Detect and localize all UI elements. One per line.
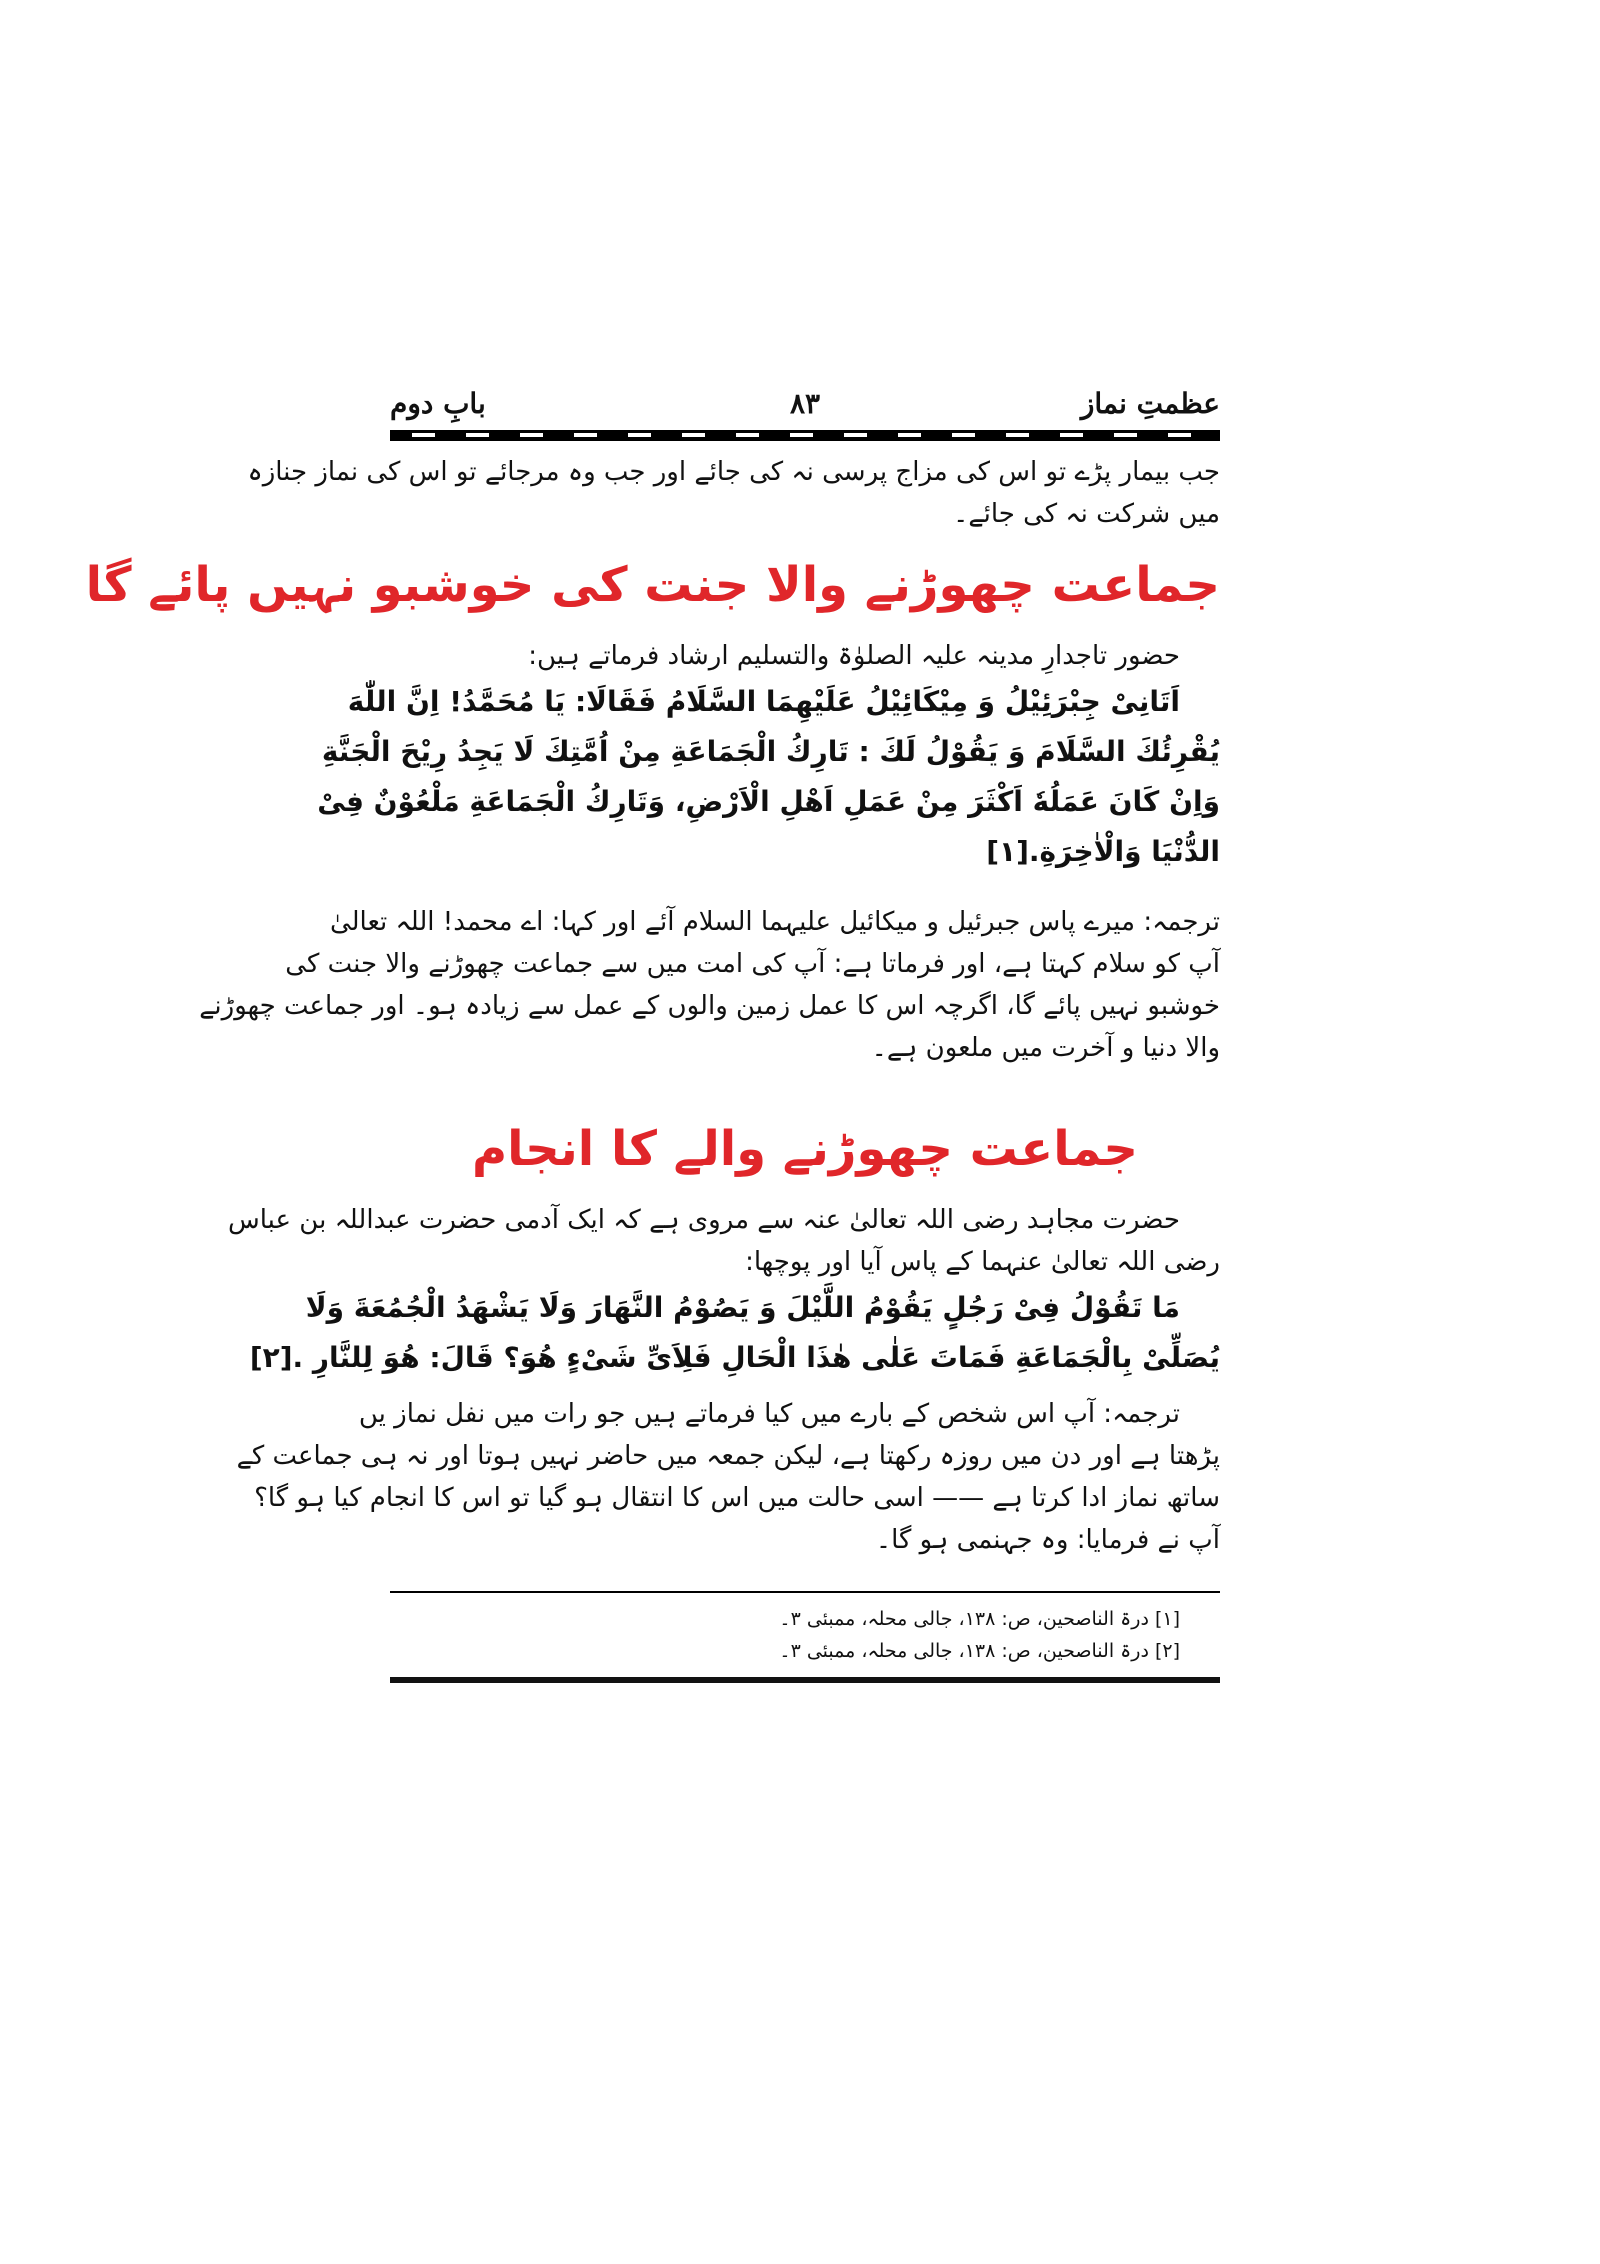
running-header	[390, 384, 1220, 430]
narration-line: رضی اللہ تعالیٰ عنہما کے پاس آیا اور پوچھا:	[745, 1247, 1220, 1277]
footnote-1: [۱] درۃ الناصحین، ص: ۱۳۸، جالی محلہ، ممبئی ۳۔	[779, 1608, 1180, 1630]
narration-line: حضرت مجاہد رضی اللہ تعالیٰ عنہ سے مروی ہے کہ ایک آدمی حضرت عبداللہ بن عباس	[228, 1205, 1180, 1235]
chapter-title: بابِ دوم	[390, 387, 486, 420]
translation-line: پڑھتا ہے اور دن میں روزہ رکھتا ہے، لیکن جمعہ میں حاضر نہیں ہوتا اور نہ ہی جماعت کے	[236, 1441, 1220, 1471]
book-title: عظمتِ نماز	[1080, 387, 1220, 420]
footnote-2: [۲] درۃ الناصحین، ص: ۱۳۸، جالی محلہ، ممبئی ۳۔	[779, 1640, 1180, 1662]
spacer	[390, 1069, 1220, 1109]
translation-line: ترجمہ: آپ اس شخص کے بارے میں کیا فرماتے ہیں جو رات میں نفل نماز یں	[358, 1399, 1180, 1429]
header-dashed-rule	[390, 430, 1220, 441]
spacer	[390, 625, 1220, 635]
section-heading-2: جماعت چھوڑنے والے کا انجام	[471, 1121, 1139, 1177]
arabic-line: مَا تَقُوْلُ فِیْ رَجُلٍ یَقُوْمُ اللَّیْلَ وَ یَصُوْمُ النَّهَارَ وَلَا یَشْهَدُ الْجُمُعَةَ وَلَا	[305, 1291, 1180, 1324]
spacer	[390, 877, 1220, 901]
hadith-intro: حضور تاجدارِ مدینہ علیہ الصلوٰۃ والتسلیم ارشاد فرماتے ہیں:	[528, 641, 1180, 671]
translation-line: والا دنیا و آخرت میں ملعون ہے۔	[871, 1033, 1220, 1063]
translation-line: آپ نے فرمایا: وہ جہنمی ہو گا۔	[875, 1525, 1220, 1555]
footnote-separator	[390, 1591, 1220, 1593]
spacer	[390, 535, 1220, 545]
section-heading-1: جماعت چھوڑنے والا جنت کی خوشبو نہیں پائے گا	[85, 557, 1220, 613]
page-bottom-rule	[390, 1677, 1220, 1683]
arabic-line: یُصَلِّیْ بِالْجَمَاعَةِ فَمَاتَ عَلٰی هٰذَا الْحَالِ فَلِاَیِّ شَیْءٍ هُوَ؟ قَالَ: هُوَ لِلنَّارِ .[۲]	[249, 1341, 1220, 1374]
translation-line: ترجمہ: میرے پاس جبرئیل و میکائیل علیہما السلام آئے اور کہا: اے محمد! اللہ تعالیٰ	[329, 907, 1220, 937]
body-line: جب بیمار پڑے تو اس کی مزاج پرسی نہ کی جائے اور جب وہ مرجائے تو اس کی نماز جنازہ	[247, 457, 1220, 487]
body-line: میں شرکت نہ کی جائے۔	[953, 499, 1220, 529]
translation-line: آپ کو سلام کہتا ہے، اور فرماتا ہے: آپ کی امت میں سے جماعت چھوڑنے والا جنت کی	[285, 949, 1220, 979]
arabic-line: الدُّنْیَا وَالْاٰخِرَةِ.[۱]	[986, 835, 1220, 868]
translation-line: ساتھ نماز ادا کرتا ہے —— اسی حالت میں اس کا انتقال ہو گیا تو اس کا انجام کیا ہو گا؟	[254, 1483, 1220, 1513]
spacer	[390, 1189, 1220, 1199]
book-page	[85, 0, 1220, 1683]
arabic-line: وَاِنْ كَانَ عَمَلُهٗ اَكْثَرَ مِنْ عَمَلِ اَهْلِ الْاَرْضِ، وَتَارِكُ الْجَمَاعَةِ مَلْعُوْنٌ فِیْ	[317, 785, 1220, 818]
spacer	[390, 1383, 1220, 1393]
arabic-line: اَتَانِیْ جِبْرَئِیْلُ وَ مِیْکَائِیْلُ عَلَیْهِمَا السَّلَامُ فَقَالَا: یَا مُحَمَّدُ! اِنَّ اللّٰهَ	[347, 685, 1180, 718]
page-number: ۸۳	[789, 387, 821, 420]
translation-line: خوشبو نہیں پائے گا، اگرچہ اس کا عمل زمین والوں کے عمل سے زیادہ ہو۔ اور جماعت چھوڑنے	[199, 991, 1220, 1021]
arabic-line: یُقْرِئُكَ السَّلَامَ وَ یَقُوْلُ لَكَ : تَارِكُ الْجَمَاعَةِ مِنْ اُمَّتِكَ لَا یَجِدُ رِیْحَ الْجَنَّةِ	[321, 735, 1220, 768]
